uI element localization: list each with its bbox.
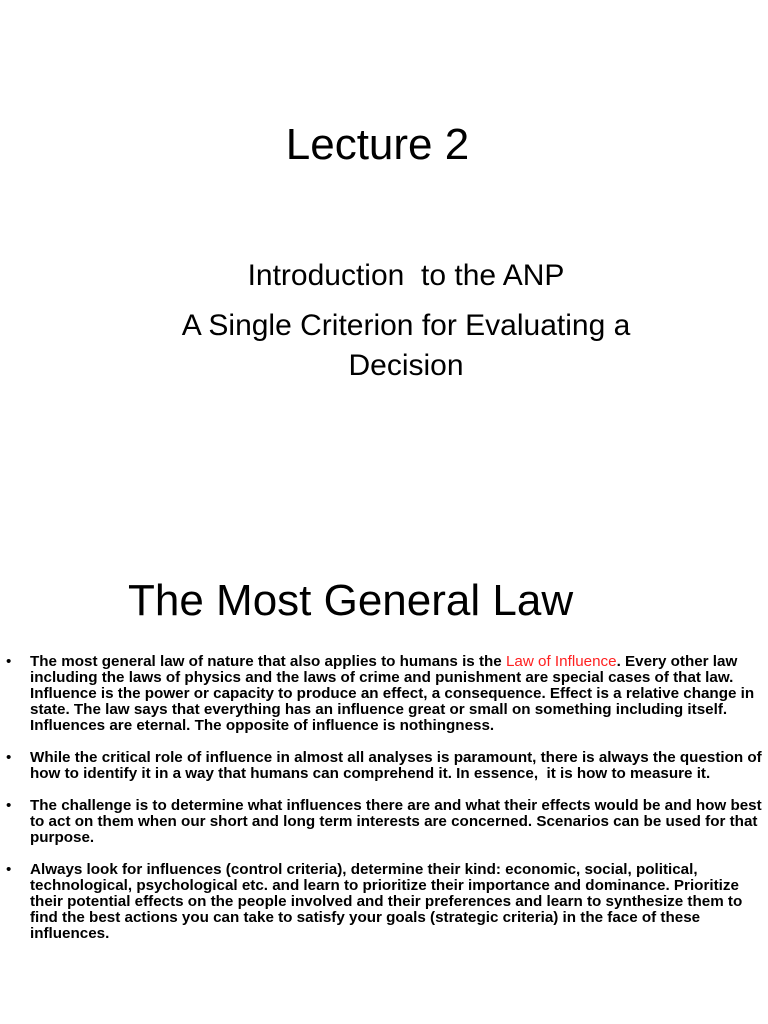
subtitle-single-criterion: A Single Criterion for Evaluating a Decision: [181, 309, 631, 382]
lecture-title: Lecture 2: [285, 120, 470, 169]
law-of-influence-highlight: Law of Influence: [505, 653, 617, 670]
bullet-text: Always look for influences (control criteria), determine their kind: economic, social, political, technological, psychological etc. and learn to prioritize their importance and dominance. Prioritize their potential effects on the people involved and their preferences and learn to synthesize them to find the best actions you can take to satisfy your goals (strategic criteria) in the face of these influences.: [30, 861, 747, 942]
bullet-item-challenge: [0, 798, 768, 846]
bullet-text-before: The most general law of nature that also applies to humans is the: [30, 653, 506, 670]
bullet-icon: •: [6, 749, 12, 766]
bullet-text-after: . Every other law including the laws of physics and the laws of crime and punishment are special cases of that law. Influence is the power or capacity to produce an effect, a consequence. Effect is a relative change in state. The law says that everything has an influence great or small on something including itself. Influences are eternal. The opposite of influence is nothingness.: [30, 653, 759, 734]
bullet-icon: •: [6, 797, 12, 814]
bullet-item-control-criteria: [0, 862, 768, 942]
bullet-text: The challenge is to determine what influences there are and what their effects would be and how best to act on them when our short and long term interests are concerned. Scenarios can be used for that purpose.: [30, 797, 766, 846]
subtitle-introduction: Introduction to the ANP: [247, 259, 565, 292]
bullet-icon: •: [6, 861, 12, 878]
bullet-list: [0, 654, 768, 958]
bullet-item-law-of-influence: [0, 654, 768, 734]
bullet-item-measure-influence: [0, 750, 768, 782]
section-heading: The Most General Law: [128, 576, 574, 625]
bullet-icon: •: [6, 653, 12, 670]
bullet-text: While the critical role of influence in almost all analyses is paramount, there is always the question of how to identify it in a way that humans can comprehend it. In essence, it is how to measure it.: [30, 749, 766, 782]
